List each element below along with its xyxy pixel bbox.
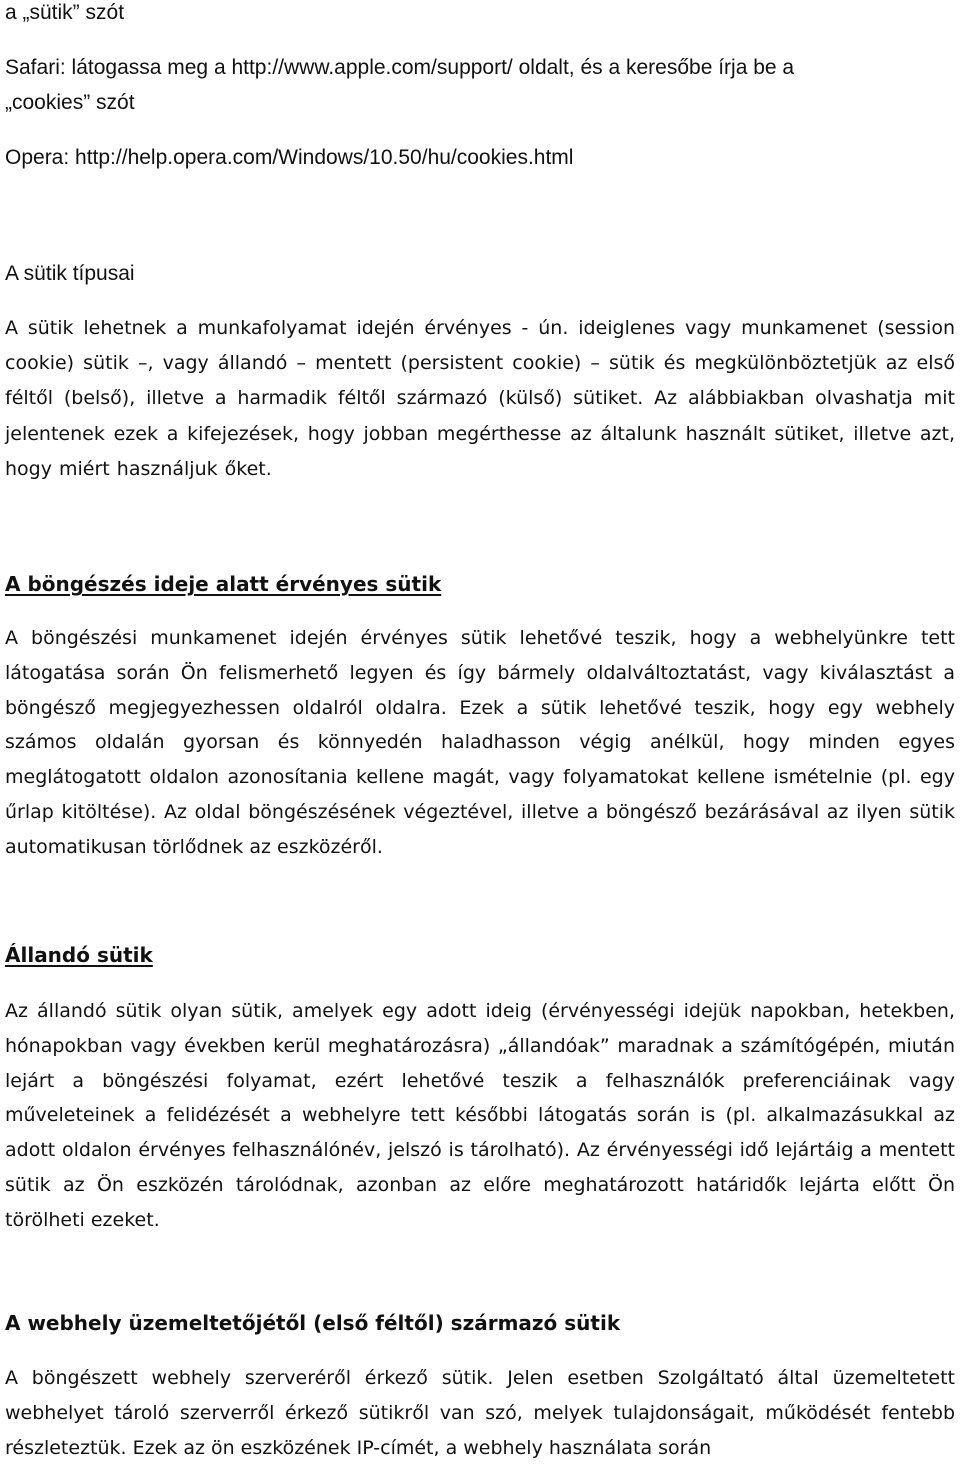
section-heading-cookie-types: A sütik típusai	[5, 262, 135, 285]
opera-instruction-line: Opera: http://help.opera.com/Windows/10.50/hu/cookies.html	[5, 146, 574, 169]
section-paragraph-persistent-cookies: Az állandó sütik olyan sütik, amelyek egy adott ideig (érvényességi idejük napokban, hetekben, hónapokban vagy években kerül meghatározásra) „állandóak” maradnak a számítógépén, miután lejárt a böngészési folyamat, ezért lehetővé teszik a felhasználók preferenciáinak vagy műveleteinek a felidézését a webhelyre tett későbbi látogatás során is (pl. alkalmazásukkal az adott oldalon érvényes felhasználónév, jelszó is tárolható). Az érvényességi idő lejártáig a mentett sütik az Ön eszközén tárolódnak, azonban az előre meghatározott határidők lejárta előtt Ön törölheti ezeket.	[5, 1000, 955, 1231]
section-heading-session-cookies: A böngészés ideje alatt érvényes sütik	[5, 572, 442, 596]
section-paragraph-cookie-types: A sütik lehetnek a munkafolyamat idején érvényes - ún. ideiglenes vagy munkamenet (session cookie) sütik –, vagy állandó – mentett (persistent cookie) – sütik és megkülönböztetjük az első féltől (belső), illetve a harmadik féltől származó (külső) sütiket. Az alábbiakban olvashatja mit jelentenek ezek a kifejezések, hogy jobban megérthesse az általunk használt sütiket, illetve azt, hogy miért használjuk őket.	[5, 317, 955, 480]
safari-instruction-line: Safari: látogassa meg a http://www.apple.com/support/ oldalt, és a keresőbe írja be a	[5, 56, 795, 79]
section-heading-first-party-cookies: A webhely üzemeltetőjétől (első féltől) származó sütik	[5, 1311, 621, 1335]
intro-line: a „sütik” szót	[5, 1, 125, 24]
safari-instruction-line-2: „cookies” szót	[5, 91, 135, 114]
section-paragraph-first-party-cookies: A böngészett webhely szerveréről érkező sütik. Jelen esetben Szolgáltató által üzemeltetett webhelyet tároló szerverről érkező sütikről van szó, melyek tulajdonságait, működését fentebb részleteztük. Ezek az ön eszközének IP-címét, a webhely használata során	[5, 1367, 955, 1459]
section-paragraph-session-cookies: A böngészési munkamenet idején érvényes sütik lehetővé teszik, hogy a webhelyünkre tett látogatása során Ön felismerhető legyen és így bármely oldalváltoztatást, vagy kiválasztást a böngésző megjegyezhessen oldalról oldalra. Ezek a sütik lehetővé teszik, hogy egy webhely számos oldalán gyorsan és könnyedén haladhasson végig anélkül, hogy minden egyes meglátogatott oldalon azonosítania kellene magát, vagy folyamatokat kellene ismételnie (pl. egy űrlap kitöltése). Az oldal böngészésének végeztével, illetve a böngésző bezárásával az ilyen sütik automatikusan törlődnek az eszközéről.	[5, 627, 955, 858]
section-heading-persistent-cookies: Állandó sütik	[5, 943, 153, 967]
